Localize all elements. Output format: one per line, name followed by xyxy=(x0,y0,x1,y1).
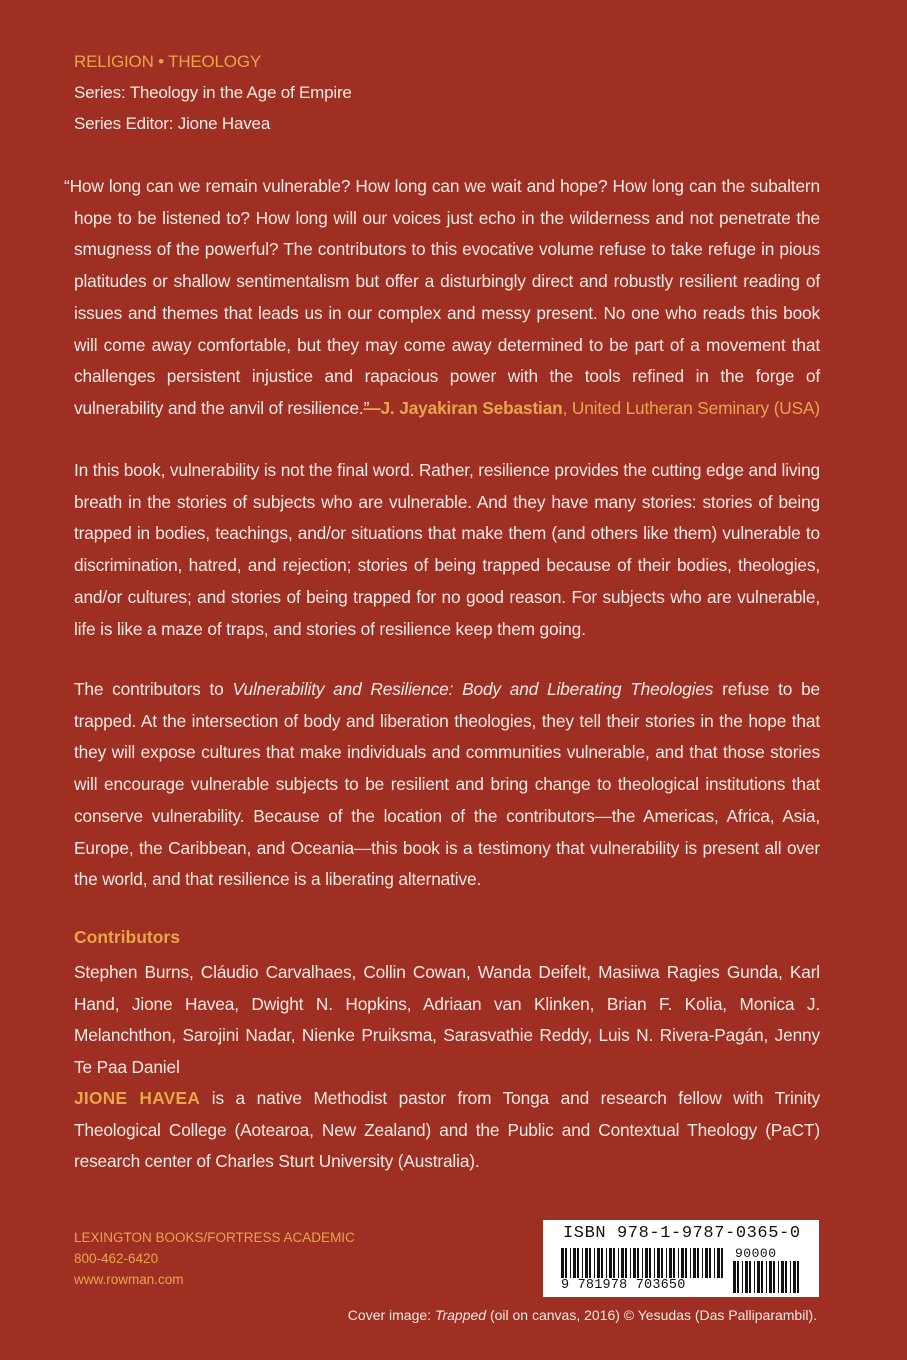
barcode-bar xyxy=(661,1248,663,1278)
price-addon-digits: 90000 xyxy=(735,1246,777,1261)
paragraph2-rest: refuse to be trapped. At the intersection of body and liberation theologies, they tell their stories in the hope that they will expose cultures that make individuals and communities vulnerable, and that those stories will encourage vulnerable subjects to be resilient and bring change to theological institutions that conserve vulnerability. Because of the location of the contributors—the Americas, Africa, Asia, Europe, the Caribbean, and Oceania—this book is a testimony that vulnerability is present all over the world, and that resilience is a liberating alternative. xyxy=(74,679,820,890)
barcode-bar xyxy=(721,1248,723,1278)
category-label: RELIGION • THEOLOGY xyxy=(74,52,261,71)
barcode-bar xyxy=(733,1261,736,1293)
quote-text: “How long can we remain vulnerable? How long can we wait and hope? How long can the subaltern hope to be listened to? How long will our voices just echo in the wilderness and not penetrate the smugness of the powerful? The contributors to this evocative volume refuse to take refuge in pious platitudes or shallow sentimentalism but offer a disturbingly direct and robustly resilient reading of issues and themes that leads us in our complex and messy present. No one who reads this book will come away comfortable, but they may come away determined to be part of a movement that challenges persistent injustice and rapacious power with the tools refined in the forge of vulnerability and the anvil of resilience.” xyxy=(64,176,820,418)
barcode-bar xyxy=(637,1248,639,1278)
barcode-bar xyxy=(582,1248,583,1278)
barcode-bar xyxy=(570,1248,571,1278)
isbn-barcode xyxy=(543,1220,819,1297)
book-title: Vulnerability and Resilience: Body and Liberating Theologies xyxy=(232,679,714,699)
barcode-bar xyxy=(714,1248,715,1278)
barcode-bar xyxy=(797,1261,799,1293)
barcode-bar xyxy=(693,1248,696,1278)
barcode-bar xyxy=(685,1248,687,1278)
cover-image-credit xyxy=(348,1307,817,1323)
artwork-title: Trapped xyxy=(434,1307,487,1323)
barcode-bar xyxy=(594,1248,595,1278)
author-bio xyxy=(74,1083,820,1178)
barcode-bar xyxy=(737,1261,739,1293)
contributors-list: Stephen Burns, Cláudio Carvalhaes, Collin Cowan, Wanda Deifelt, Masiiwa Ragies Gunda, Karl Hand, Jione Havea, Dwight N. Hopkins, Adriaan van Klinken, Brian F. Kolia, Monica J. Melanchthon, Sarojini Nadar, Nienke Pruiksma, Sarasvathie Reddy, Luis N. Rivera-Pagán, Jenny Te Paa Daniel xyxy=(74,962,820,1078)
barcode-bar xyxy=(589,1248,591,1278)
barcode-bar xyxy=(633,1248,636,1278)
credit-rest: (oil on canvas, 2016) © Yesudas (Das Palliparambil). xyxy=(486,1307,817,1323)
barcode-bar xyxy=(742,1261,743,1293)
barcode-bar xyxy=(561,1248,564,1278)
barcode-bar xyxy=(793,1261,796,1293)
barcode-bar xyxy=(790,1261,791,1293)
isbn-number: ISBN 978-1-9787-0365-0 xyxy=(563,1224,801,1243)
barcode-bar xyxy=(618,1248,619,1278)
barcode-bar xyxy=(642,1248,643,1278)
barcode-bar xyxy=(585,1248,588,1278)
barcode-bar xyxy=(606,1248,607,1278)
barcode-bar xyxy=(778,1261,779,1293)
barcode-bar xyxy=(709,1248,711,1278)
publisher-website: www.rowman.com xyxy=(74,1272,184,1287)
barcode-bar xyxy=(673,1248,675,1278)
attribution-name: —J. Jayakiran Sebastian xyxy=(363,397,563,418)
barcode-bar xyxy=(773,1261,775,1293)
publisher-info xyxy=(74,1227,355,1290)
author-bio-text: is a native Methodist pastor from Tonga and research fellow with Trinity Theological College (Aotearoa, New Zealand) and the Public and Contextual Theology (PaCT) research center of Charles Sturt University (Australia). xyxy=(74,1088,820,1172)
ean-barcode-bars xyxy=(561,1248,726,1278)
barcode-bar xyxy=(669,1248,672,1278)
back-cover-header xyxy=(74,46,352,139)
ean-digits: 9 781978 703650 xyxy=(561,1278,686,1293)
description-paragraph-2 xyxy=(74,674,820,896)
barcode-bar xyxy=(717,1248,720,1278)
endorsement-quote xyxy=(64,171,820,425)
barcode-bar xyxy=(766,1261,767,1293)
barcode-bar xyxy=(577,1248,579,1278)
barcode-bar xyxy=(785,1261,787,1293)
barcode-bar xyxy=(745,1261,748,1293)
barcode-bar xyxy=(645,1248,648,1278)
series-label: Series: Theology in the Age of Empire xyxy=(74,83,352,102)
attribution-affiliation: , United Lutheran Seminary (USA) xyxy=(562,397,820,418)
credit-prefix: Cover image: xyxy=(347,1307,435,1323)
series-editor-label: Series Editor: Jione Havea xyxy=(74,114,271,133)
barcode-bar xyxy=(621,1248,624,1278)
barcode-bar xyxy=(625,1248,627,1278)
barcode-bar xyxy=(649,1248,651,1278)
description-paragraph-1: In this book, vulnerability is not the final word. Rather, resilience provides the cutting edge and living breath in the stories of subjects who are vulnerable. And they have many stories: stories of being trapped in bodies, teachings, and/or situations that make them (and others like them) vulnerable to discrimination, hatred, and rejection; stories of being trapped because of their bodies, theologies, and/or cultures; and stories of being trapped for no good reason. For subjects who are vulnerable, life is like a maze of traps, and stories of resilience keep them going. xyxy=(74,460,820,639)
quote-attribution xyxy=(363,393,820,425)
addon-barcode-bars xyxy=(733,1261,803,1293)
barcode-bar xyxy=(678,1248,679,1278)
barcode-bar xyxy=(601,1248,603,1278)
barcode-bar xyxy=(609,1248,612,1278)
barcode-bar xyxy=(666,1248,667,1278)
barcode-bar xyxy=(690,1248,691,1278)
author-name: JIONE HAVEA xyxy=(74,1088,201,1108)
contributors-heading: Contributors xyxy=(74,927,180,947)
barcode-bar xyxy=(705,1248,708,1278)
barcode-bar xyxy=(657,1248,660,1278)
barcode-bar xyxy=(769,1261,772,1293)
publisher-name: LEXINGTON BOOKS/FORTRESS ACADEMIC xyxy=(74,1230,355,1245)
barcode-bar xyxy=(654,1248,655,1278)
barcode-bar xyxy=(565,1248,567,1278)
paragraph2-prefix: The contributors to xyxy=(74,679,233,699)
barcode-bar xyxy=(749,1261,751,1293)
barcode-bar xyxy=(761,1261,763,1293)
publisher-phone: 800-462-6420 xyxy=(74,1251,159,1266)
barcode-bar xyxy=(702,1248,703,1278)
barcode-bar xyxy=(681,1248,684,1278)
barcode-bar xyxy=(697,1248,699,1278)
barcode-bar xyxy=(613,1248,615,1278)
barcode-bar xyxy=(597,1248,600,1278)
barcode-bar xyxy=(573,1248,576,1278)
barcode-bar xyxy=(630,1248,631,1278)
barcode-bar xyxy=(754,1261,755,1293)
barcode-bar xyxy=(757,1261,760,1293)
barcode-bar xyxy=(781,1261,784,1293)
